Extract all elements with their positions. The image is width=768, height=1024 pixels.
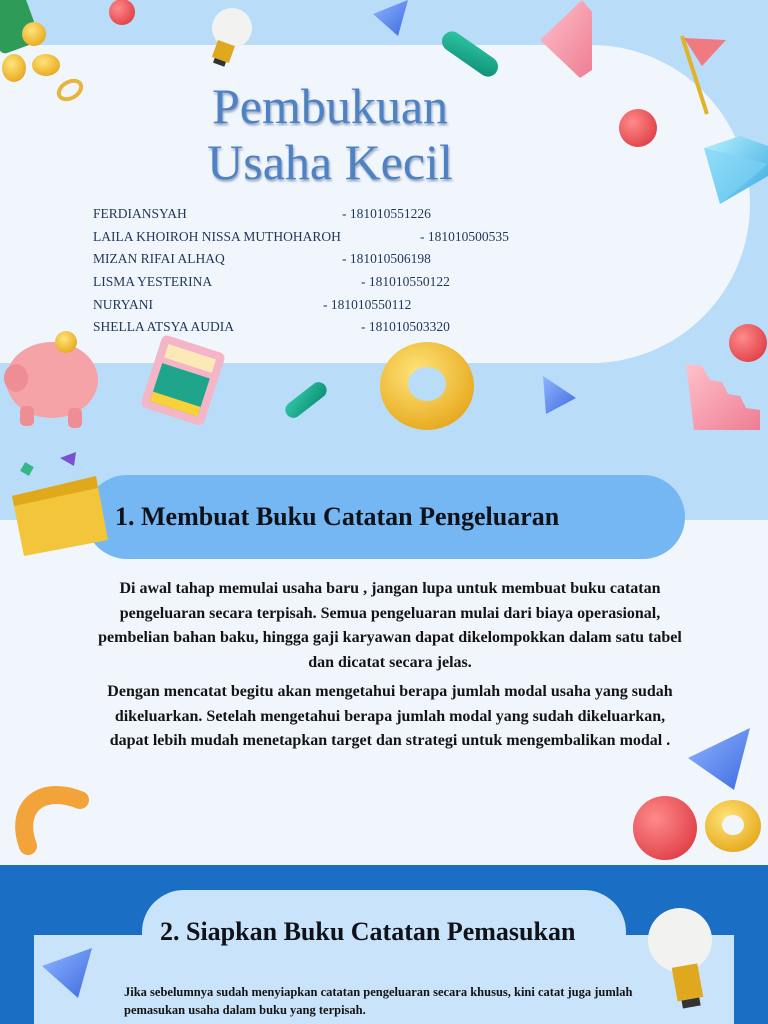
member-name: SHELLA ATSYA AUDIA [93, 319, 235, 334]
member-id: - 181010551226 [342, 206, 431, 221]
cylinder-icon [282, 379, 330, 421]
member-name: FERDIANSYAH [93, 206, 187, 221]
member-name: LISMA YESTERINA [93, 274, 213, 289]
member-name: MIZAN RIFAI ALHAQ [93, 251, 225, 266]
donut-icon [705, 800, 761, 852]
arc-icon [24, 795, 80, 846]
section-2-paragraph: Jika sebelumnya sudah menyiapkan catatan pengeluaran secara khusus, kini catat juga jumlah pemasukan usaha dalam buku yang terpisah. [124, 985, 633, 1017]
donut-icon [380, 342, 474, 430]
member-id: - 181010550122 [361, 274, 450, 289]
member-name: LAILA KHOIROH NISSA MUTHOHAROH [93, 229, 341, 244]
sphere-icon [729, 324, 767, 362]
folder-icon [12, 452, 108, 556]
flag-icon [682, 36, 726, 114]
cone-icon [42, 948, 92, 998]
coin-icon [56, 77, 85, 103]
stairs-icon [540, 0, 592, 78]
member-name: NURYANI [93, 297, 154, 312]
sphere-icon [109, 0, 135, 25]
lightbulb-icon [643, 903, 723, 1013]
title-line-1: Pembukuan [211, 78, 449, 134]
section-1-heading: 1. Membuat Buku Catatan Pengeluaran [115, 502, 560, 531]
title-line-2: Usaha Kecil [207, 134, 453, 190]
stairs-icon [686, 364, 760, 430]
calculator-icon [140, 334, 226, 427]
cone-icon [688, 728, 750, 790]
piggy-bank-icon [4, 331, 98, 428]
diamond-icon [704, 136, 768, 204]
cone-icon [543, 376, 576, 414]
sphere-icon [619, 109, 657, 147]
cylinder-icon [438, 27, 502, 80]
section-1-paragraph-1: Di awal tahap memulai usaha baru , jangan lupa untuk membuat buku catatan pengeluaran secara terpisah. Semua pengeluaran mulai dari biaya operasional, pembelian bahan baku, hingga gaji karyawan dapat dikelompokkan dalam satu tabel dan dicatat secara jelas. [98, 580, 682, 672]
member-id: - 181010550112 [323, 297, 412, 312]
member-id: - 181010506198 [342, 251, 431, 266]
member-id: - 181010500535 [420, 229, 509, 244]
section-2-heading: 2. Siapkan Buku Catatan Pemasukan [160, 917, 576, 946]
cone-icon [373, 0, 408, 36]
sphere-icon [633, 796, 697, 860]
member-id: - 181010503320 [361, 319, 450, 334]
section-1-paragraph-2: Dengan mencatat begitu akan mengetahui berapa jumlah modal usaha yang sudah dikeluarkan. Setelah mengetahui berapa jumlah modal yang sudah dikeluarkan, dapat lebih mudah menetapkan target dan strategi untuk mengembalikan modal . [107, 683, 673, 750]
lightbulb-icon [200, 2, 258, 71]
money-icon [0, 0, 60, 82]
